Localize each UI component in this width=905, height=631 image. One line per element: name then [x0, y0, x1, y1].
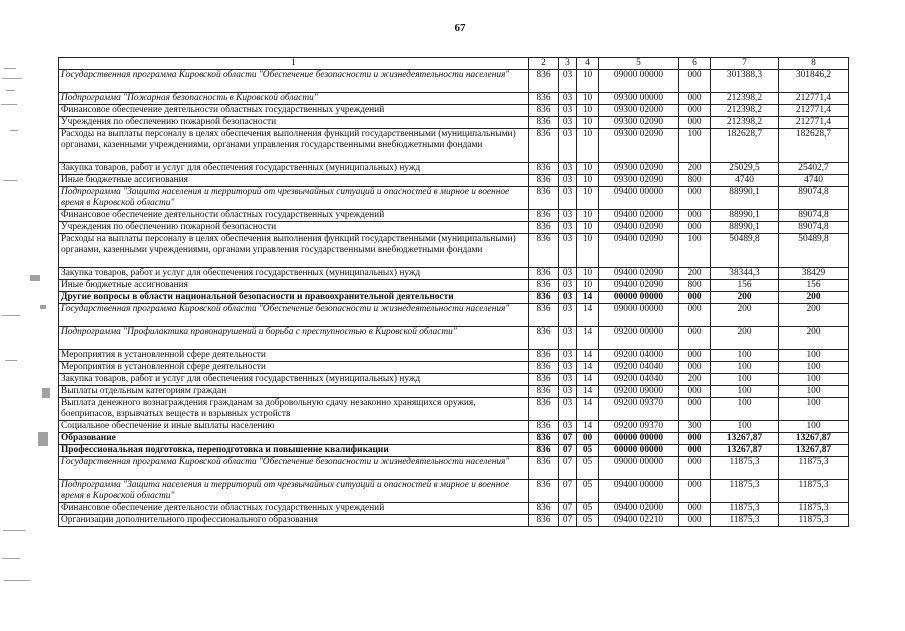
cell-name: Подпрограмма "Защита населения и территорий от чрезвычайных ситуаций и опасностей в мирное и военное время в Кировской области"	[59, 480, 529, 503]
cell-expense-type: 000	[679, 187, 711, 210]
cell-amount-year2: 212771,4	[779, 105, 849, 117]
cell-section: 07	[559, 515, 577, 527]
table-body	[59, 58, 849, 527]
cell-expense-type: 000	[679, 292, 711, 304]
table-row	[59, 515, 849, 527]
cell-name: Финансовое обеспечение деятельности областных государственных учреждений	[59, 105, 529, 117]
table-row	[59, 374, 849, 386]
cell-name: Закупка товаров, работ и услуг для обеспечения государственных (муниципальных) нужд	[59, 268, 529, 280]
cell-expense-type: 200	[679, 163, 711, 175]
cell-name: Образование	[59, 433, 529, 445]
cell-section: 03	[559, 268, 577, 280]
cell-expense-type: 000	[679, 480, 711, 503]
header-cell: 3	[559, 58, 577, 70]
cell-subsection: 14	[577, 304, 599, 327]
cell-target-article: 09200 04040	[599, 362, 679, 374]
cell-subsection: 10	[577, 187, 599, 210]
cell-subsection: 14	[577, 398, 599, 421]
table-row	[59, 93, 849, 105]
cell-section: 03	[559, 93, 577, 105]
cell-ministry: 836	[529, 350, 559, 362]
cell-ministry: 836	[529, 398, 559, 421]
cell-section: 03	[559, 292, 577, 304]
cell-name: Подпрограмма "Профилактика правонарушений и борьба с преступностью в Кировской области"	[59, 327, 529, 350]
cell-section: 07	[559, 457, 577, 480]
cell-target-article: 09300 02000	[599, 105, 679, 117]
cell-expense-type: 000	[679, 503, 711, 515]
cell-subsection: 14	[577, 374, 599, 386]
cell-amount-year2: 4740	[779, 175, 849, 187]
cell-subsection: 14	[577, 362, 599, 374]
cell-section: 03	[559, 163, 577, 175]
cell-amount-year2: 182628,7	[779, 129, 849, 163]
cell-amount-year2: 100	[779, 421, 849, 433]
cell-amount-year2: 13267,87	[779, 445, 849, 457]
cell-target-article: 00000 00000	[599, 445, 679, 457]
table-row	[59, 234, 849, 268]
cell-amount-year1: 13267,87	[711, 445, 779, 457]
cell-name: Закупка товаров, работ и услуг для обеспечения государственных (муниципальных) нужд	[59, 374, 529, 386]
cell-subsection: 10	[577, 93, 599, 105]
cell-name: Учреждения по обеспечению пожарной безопасности	[59, 222, 529, 234]
cell-amount-year2: 200	[779, 327, 849, 350]
cell-subsection: 14	[577, 327, 599, 350]
cell-amount-year1: 38344,3	[711, 268, 779, 280]
cell-section: 03	[559, 222, 577, 234]
cell-amount-year1: 182628,7	[711, 129, 779, 163]
cell-ministry: 836	[529, 433, 559, 445]
cell-ministry: 836	[529, 386, 559, 398]
cell-amount-year1: 88990,1	[711, 187, 779, 210]
cell-amount-year1: 100	[711, 362, 779, 374]
header-cell: 7	[711, 58, 779, 70]
cell-target-article: 09400 02090	[599, 234, 679, 268]
table-row	[59, 292, 849, 304]
cell-amount-year1: 100	[711, 398, 779, 421]
cell-expense-type: 000	[679, 105, 711, 117]
cell-amount-year1: 13267,87	[711, 433, 779, 445]
cell-subsection: 05	[577, 503, 599, 515]
header-row	[59, 58, 849, 70]
table-row	[59, 163, 849, 175]
cell-expense-type: 000	[679, 117, 711, 129]
cell-amount-year1: 100	[711, 421, 779, 433]
cell-section: 03	[559, 327, 577, 350]
cell-expense-type: 000	[679, 398, 711, 421]
header-cell: 5	[599, 58, 679, 70]
table-row	[59, 386, 849, 398]
cell-amount-year2: 13267,87	[779, 433, 849, 445]
cell-ministry: 836	[529, 327, 559, 350]
cell-subsection: 10	[577, 268, 599, 280]
cell-subsection: 10	[577, 70, 599, 93]
cell-target-article: 09200 09370	[599, 421, 679, 433]
cell-target-article: 09400 02090	[599, 222, 679, 234]
cell-amount-year2: 25402,7	[779, 163, 849, 175]
cell-expense-type: 200	[679, 268, 711, 280]
cell-section: 03	[559, 362, 577, 374]
cell-amount-year1: 200	[711, 292, 779, 304]
cell-amount-year2: 100	[779, 398, 849, 421]
cell-name: Социальное обеспечение и иные выплаты населению	[59, 421, 529, 433]
cell-expense-type: 100	[679, 129, 711, 163]
table-row	[59, 480, 849, 503]
table-row	[59, 503, 849, 515]
cell-target-article: 09200 09370	[599, 398, 679, 421]
cell-target-article: 09400 02090	[599, 268, 679, 280]
cell-subsection: 14	[577, 421, 599, 433]
cell-ministry: 836	[529, 515, 559, 527]
cell-section: 03	[559, 105, 577, 117]
cell-subsection: 05	[577, 515, 599, 527]
cell-ministry: 836	[529, 210, 559, 222]
cell-subsection: 14	[577, 292, 599, 304]
cell-ministry: 836	[529, 187, 559, 210]
cell-subsection: 10	[577, 175, 599, 187]
table-row	[59, 445, 849, 457]
cell-expense-type: 000	[679, 222, 711, 234]
cell-target-article: 09200 04040	[599, 374, 679, 386]
cell-target-article: 09400 02000	[599, 210, 679, 222]
cell-name: Профессиональная подготовка, переподготовка и повышение квалификации	[59, 445, 529, 457]
cell-amount-year2: 100	[779, 362, 849, 374]
cell-amount-year1: 212398,2	[711, 105, 779, 117]
cell-subsection: 00	[577, 433, 599, 445]
cell-amount-year2: 100	[779, 350, 849, 362]
table-row	[59, 268, 849, 280]
cell-name: Другие вопросы в области национальной безопасности и правоохранительной деятельности	[59, 292, 529, 304]
cell-expense-type: 200	[679, 374, 711, 386]
cell-name: Финансовое обеспечение деятельности областных государственных учреждений	[59, 503, 529, 515]
cell-ministry: 836	[529, 234, 559, 268]
cell-amount-year2: 89074,8	[779, 222, 849, 234]
cell-section: 07	[559, 480, 577, 503]
cell-target-article: 09200 04000	[599, 350, 679, 362]
cell-expense-type: 000	[679, 386, 711, 398]
header-cell: 6	[679, 58, 711, 70]
cell-name: Мероприятия в установленной сфере деятельности	[59, 350, 529, 362]
cell-name: Государственная программа Кировской области "Обеспечение безопасности и жизнедеятельности населения"	[59, 457, 529, 480]
cell-amount-year2: 11875,3	[779, 515, 849, 527]
cell-target-article: 00000 00000	[599, 433, 679, 445]
cell-ministry: 836	[529, 374, 559, 386]
table-row	[59, 187, 849, 210]
cell-target-article: 09400 02090	[599, 280, 679, 292]
cell-amount-year1: 212398,2	[711, 93, 779, 105]
cell-expense-type: 000	[679, 362, 711, 374]
cell-target-article: 09000 00000	[599, 70, 679, 93]
table-row	[59, 117, 849, 129]
cell-ministry: 836	[529, 480, 559, 503]
cell-ministry: 836	[529, 457, 559, 480]
cell-section: 03	[559, 117, 577, 129]
cell-expense-type: 000	[679, 350, 711, 362]
cell-section: 03	[559, 187, 577, 210]
cell-subsection: 10	[577, 210, 599, 222]
cell-section: 03	[559, 386, 577, 398]
cell-amount-year1: 200	[711, 304, 779, 327]
cell-ministry: 836	[529, 222, 559, 234]
cell-subsection: 10	[577, 117, 599, 129]
table-row	[59, 327, 849, 350]
cell-amount-year1: 11875,3	[711, 457, 779, 480]
cell-amount-year1: 100	[711, 386, 779, 398]
cell-target-article: 09300 02090	[599, 117, 679, 129]
header-cell: 8	[779, 58, 849, 70]
cell-name: Расходы на выплаты персоналу в целях обеспечения выполнения функций государственными (муниципальными) органами, казенными учреждениями, органами управления государственными внебюджетными фондами	[59, 234, 529, 268]
cell-amount-year2: 100	[779, 386, 849, 398]
cell-subsection: 05	[577, 457, 599, 480]
cell-subsection: 14	[577, 350, 599, 362]
cell-expense-type: 000	[679, 515, 711, 527]
cell-subsection: 05	[577, 480, 599, 503]
cell-target-article: 09000 00000	[599, 457, 679, 480]
table-row	[59, 222, 849, 234]
table-row	[59, 210, 849, 222]
cell-amount-year2: 11875,3	[779, 480, 849, 503]
cell-ministry: 836	[529, 292, 559, 304]
cell-ministry: 836	[529, 175, 559, 187]
cell-expense-type: 800	[679, 280, 711, 292]
cell-subsection: 10	[577, 222, 599, 234]
cell-expense-type: 300	[679, 421, 711, 433]
table-row	[59, 304, 849, 327]
cell-name: Выплата денежного вознаграждения гражданам за добровольную сдачу незаконно хранящихся оружия, боеприпасов, взрывчатых веществ и взрывных устройств	[59, 398, 529, 421]
cell-section: 03	[559, 398, 577, 421]
cell-amount-year1: 100	[711, 374, 779, 386]
table-row	[59, 421, 849, 433]
cell-subsection: 10	[577, 129, 599, 163]
cell-amount-year1: 4740	[711, 175, 779, 187]
cell-amount-year1: 88990,1	[711, 210, 779, 222]
cell-name: Финансовое обеспечение деятельности областных государственных учреждений	[59, 210, 529, 222]
cell-expense-type: 000	[679, 457, 711, 480]
cell-ministry: 836	[529, 304, 559, 327]
cell-amount-year2: 212771,4	[779, 93, 849, 105]
cell-amount-year1: 11875,3	[711, 515, 779, 527]
header-cell: 2	[529, 58, 559, 70]
cell-amount-year2: 89074,8	[779, 187, 849, 210]
header-cell: 4	[577, 58, 599, 70]
table-row	[59, 280, 849, 292]
table-row	[59, 129, 849, 163]
cell-name: Выплаты отдельным категориям граждан	[59, 386, 529, 398]
page-number: 67	[454, 22, 466, 34]
cell-target-article: 09400 00000	[599, 187, 679, 210]
cell-name: Мероприятия в установленной сфере деятельности	[59, 362, 529, 374]
cell-target-article: 09300 02090	[599, 163, 679, 175]
cell-section: 07	[559, 433, 577, 445]
cell-ministry: 836	[529, 129, 559, 163]
cell-amount-year2: 200	[779, 292, 849, 304]
cell-ministry: 836	[529, 268, 559, 280]
cell-expense-type: 100	[679, 234, 711, 268]
cell-ministry: 836	[529, 70, 559, 93]
cell-expense-type: 000	[679, 445, 711, 457]
table-row	[59, 70, 849, 93]
cell-target-article: 00000 00000	[599, 292, 679, 304]
cell-amount-year1: 212398,2	[711, 117, 779, 129]
cell-section: 07	[559, 445, 577, 457]
cell-name: Иные бюджетные ассигнования	[59, 175, 529, 187]
cell-section: 03	[559, 374, 577, 386]
cell-ministry: 836	[529, 163, 559, 175]
cell-expense-type: 000	[679, 433, 711, 445]
cell-ministry: 836	[529, 421, 559, 433]
cell-name: Иные бюджетные ассигнования	[59, 280, 529, 292]
cell-section: 03	[559, 175, 577, 187]
cell-amount-year2: 11875,3	[779, 503, 849, 515]
table-row	[59, 398, 849, 421]
cell-section: 03	[559, 129, 577, 163]
cell-expense-type: 800	[679, 175, 711, 187]
cell-amount-year1: 11875,3	[711, 503, 779, 515]
cell-amount-year1: 200	[711, 327, 779, 350]
cell-section: 03	[559, 234, 577, 268]
cell-amount-year2: 50489,8	[779, 234, 849, 268]
cell-ministry: 836	[529, 445, 559, 457]
cell-expense-type: 000	[679, 304, 711, 327]
cell-subsection: 10	[577, 163, 599, 175]
cell-name: Учреждения по обеспечению пожарной безопасности	[59, 117, 529, 129]
cell-section: 07	[559, 503, 577, 515]
cell-target-article: 09300 02090	[599, 129, 679, 163]
cell-amount-year2: 89074,8	[779, 210, 849, 222]
table-row	[59, 362, 849, 374]
cell-target-article: 09300 02090	[599, 175, 679, 187]
cell-amount-year2: 156	[779, 280, 849, 292]
cell-target-article: 09400 02000	[599, 503, 679, 515]
cell-amount-year1: 25029,5	[711, 163, 779, 175]
cell-subsection: 05	[577, 445, 599, 457]
cell-ministry: 836	[529, 105, 559, 117]
cell-amount-year2: 100	[779, 374, 849, 386]
cell-name: Организации дополнительного профессионального образования	[59, 515, 529, 527]
cell-amount-year2: 38429	[779, 268, 849, 280]
cell-subsection: 14	[577, 386, 599, 398]
cell-expense-type: 000	[679, 93, 711, 105]
cell-name: Расходы на выплаты персоналу в целях обеспечения выполнения функций государственными (муниципальными) органами, казенными учреждениями, органами управления государственными внебюджетными фондами	[59, 129, 529, 163]
cell-target-article: 09300 00000	[599, 93, 679, 105]
cell-amount-year1: 100	[711, 350, 779, 362]
cell-amount-year1: 301388,3	[711, 70, 779, 93]
cell-amount-year2: 301846,2	[779, 70, 849, 93]
cell-subsection: 10	[577, 105, 599, 117]
cell-ministry: 836	[529, 503, 559, 515]
table-row	[59, 175, 849, 187]
cell-name: Государственная программа Кировской области "Обеспечение безопасности и жизнедеятельности населения"	[59, 304, 529, 327]
cell-section: 03	[559, 421, 577, 433]
cell-target-article: 09400 02210	[599, 515, 679, 527]
cell-amount-year1: 50489,8	[711, 234, 779, 268]
cell-name: Подпрограмма "Пожарная безопасность в Кировской области"	[59, 93, 529, 105]
cell-name: Государственная программа Кировской области "Обеспечение безопасности и жизнедеятельности населения"	[59, 70, 529, 93]
cell-section: 03	[559, 280, 577, 292]
cell-name: Подпрограмма "Защита населения и территорий от чрезвычайных ситуаций и опасностей в мирное и военное время в Кировской области"	[59, 187, 529, 210]
cell-ministry: 836	[529, 117, 559, 129]
cell-target-article: 09400 00000	[599, 480, 679, 503]
cell-expense-type: 000	[679, 70, 711, 93]
cell-section: 03	[559, 210, 577, 222]
cell-target-article: 09200 00000	[599, 327, 679, 350]
cell-amount-year2: 212771,4	[779, 117, 849, 129]
cell-section: 03	[559, 304, 577, 327]
table-row	[59, 457, 849, 480]
cell-name: Закупка товаров, работ и услуг для обеспечения государственных (муниципальных) нужд	[59, 163, 529, 175]
table-row	[59, 105, 849, 117]
table-row	[59, 350, 849, 362]
cell-target-article: 09200 09000	[599, 386, 679, 398]
cell-ministry: 836	[529, 362, 559, 374]
budget-table	[58, 57, 849, 527]
cell-amount-year2: 200	[779, 304, 849, 327]
cell-subsection: 10	[577, 234, 599, 268]
cell-target-article: 09000 00000	[599, 304, 679, 327]
cell-expense-type: 000	[679, 327, 711, 350]
table-row	[59, 433, 849, 445]
cell-amount-year2: 11875,3	[779, 457, 849, 480]
cell-section: 03	[559, 70, 577, 93]
header-cell: 1	[59, 58, 529, 70]
cell-section: 03	[559, 350, 577, 362]
cell-ministry: 836	[529, 93, 559, 105]
cell-amount-year1: 156	[711, 280, 779, 292]
cell-amount-year1: 88990,1	[711, 222, 779, 234]
scan-edge-noise	[0, 60, 55, 620]
cell-ministry: 836	[529, 280, 559, 292]
cell-expense-type: 000	[679, 210, 711, 222]
cell-amount-year1: 11875,3	[711, 480, 779, 503]
cell-subsection: 10	[577, 280, 599, 292]
